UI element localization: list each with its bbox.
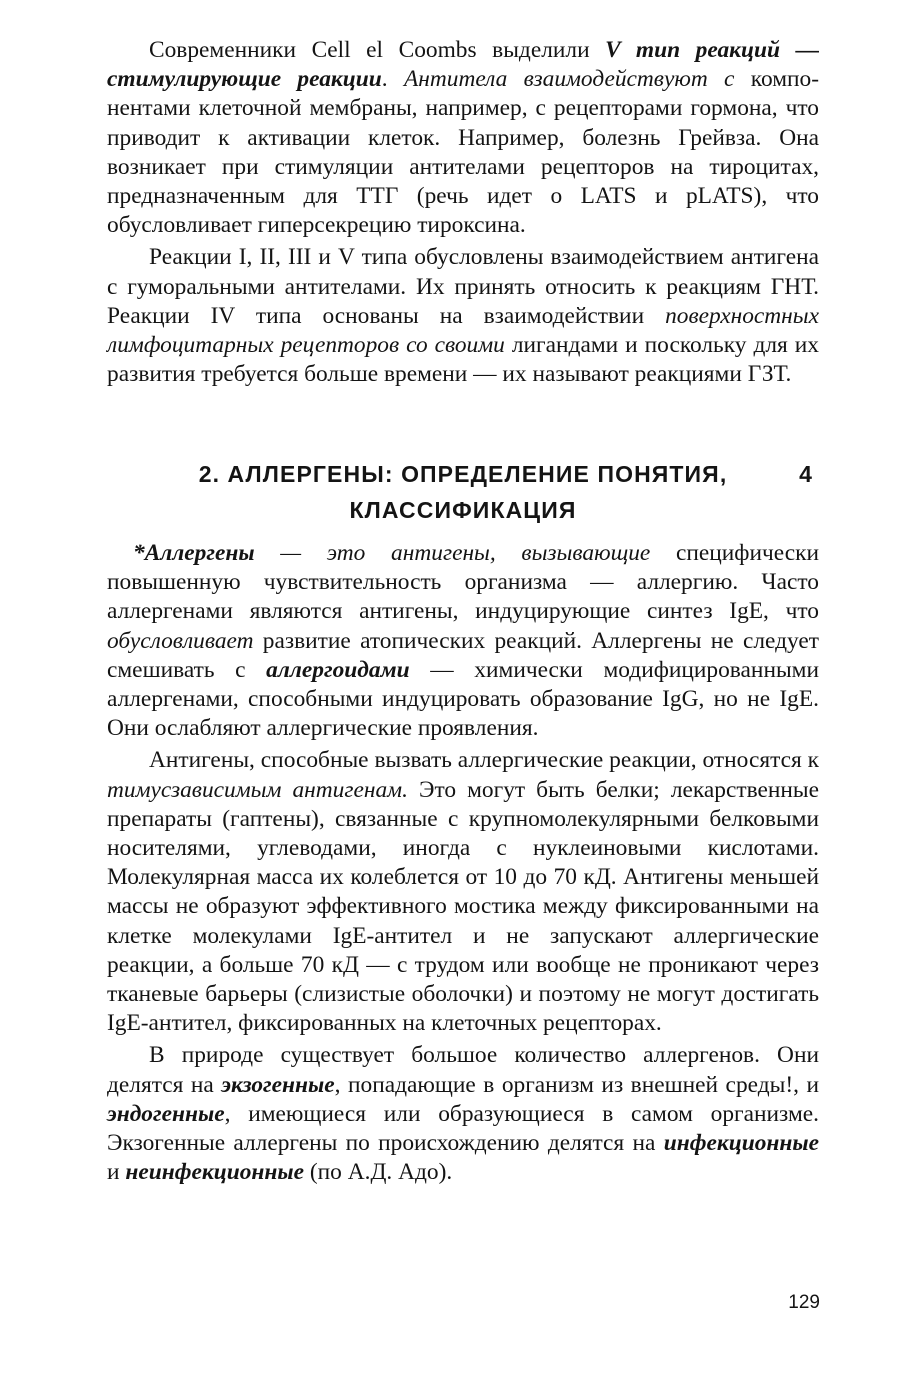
text-run: и (107, 1159, 126, 1186)
text-run: лигандами и поскольку для их развития требуется больше времени — их называют реакциями ГЗТ. (107, 332, 819, 388)
emphasis-term: *Аллергены (133, 540, 255, 566)
emphasis-term: аллергоидами (266, 656, 410, 683)
text-run: , имеющиеся или образующиеся в самом организме. Экзогенные аллергены по происхождению делятся на (107, 1100, 819, 1157)
text-run: Это могут быть белки; лекарственные препараты (гаптены), связанные с крупномолекулярными белковыми носителями, углеводами, иногда с нуклеиновыми кислотами. Молекулярная масса их колеблется от 10 до 70 кД. Антигены меньшей массы не образуют эффективного мостика между фиксированными на клетке молекулами IgE-антител и не запускают аллергические реакции, а больше 70 кД — с трудом или вообще не проникают через тканевые барьеры (слизистые оболочки) и поэтому не могут достигать IgE-антител, фиксированных на клеточных рецепторах. (107, 776, 820, 1037)
text-run: Реакции I, II, III и V типа обусловлены взаимодействием антигена с гуморальными антителами. Их принять относить к реакциям ГНТ. Реакции IV типа основаны на взаимодействии (107, 244, 819, 329)
heading-line-2: КЛАССИФИКАЦИЯ (349, 497, 577, 523)
text-run: Антигены, способные вызвать аллергические реакции, относятся к (149, 747, 819, 774)
emphasis-term: эндогенные (107, 1100, 225, 1127)
text-run: , попадающие в организм из внешней среды!, и (334, 1071, 819, 1098)
bottom-text-block (107, 539, 819, 1187)
italic-phrase: поверхностных лимфоцитарных рецепторов со своими (107, 302, 819, 359)
italic-phrase: Антитела взаимодействуют с (403, 66, 735, 93)
text-run: компонентами клеточной мембраны, например, с рецепторами гормона, что приводит к активации клеток. Например, болезнь Грейвза. Она возникает при стимуляции антителами рецепторов на тироцитах, предназначенным для ТТГ (речь идет о LATS и pLATS), что обусловливает гиперсекрецию тироксина. (107, 66, 820, 239)
italic-phrase: тимусзависимым антигенам. (107, 776, 408, 803)
paragraph-hypersensitivity-types (107, 243, 819, 389)
text-run: — химически модифицированными аллергенами, способными индуцировать образование IgG, но не IgE. Они ослабляют аллергические проявления. (107, 656, 819, 742)
paragraph-allergen-classification (107, 1041, 819, 1187)
text-run: В природе существует большое количество аллергенов. Они делятся на (107, 1042, 819, 1098)
paragraph-allergen-definition (107, 539, 819, 743)
italic-phrase: — это антигены, вызывающие (254, 540, 651, 566)
text-run: . (381, 66, 404, 93)
emphasis-term: V тип реакций — стимулирующие реакции (107, 37, 819, 93)
paragraph-antigen-properties (107, 746, 819, 1038)
heading-title-part: 2. АЛЛЕРГЕНЫ: ОПРЕДЕЛЕНИЕ ПОНЯТИЯ, (198, 461, 728, 487)
page-number: 129 (788, 1292, 820, 1313)
text-run: развитие атопических реакций. Аллергены не следует смешивать с (107, 627, 819, 683)
top-text-block (107, 36, 819, 389)
emphasis-term: экзогенные (221, 1071, 335, 1098)
text-run: Современники Cell el Coombs выделили (149, 37, 606, 63)
heading-number: 4 (799, 461, 813, 487)
emphasis-term: инфекционные (663, 1130, 819, 1157)
text-run: специфически повышенную чувствительность организма — аллергию. Часто аллергенами являются антигены, индуцирующие синтез IgE, что (107, 540, 819, 625)
section-heading (107, 456, 819, 528)
text-run: (по А.Д. Адо). (304, 1159, 453, 1186)
heading-line-1 (107, 456, 819, 492)
italic-phrase: обусловливает (107, 627, 254, 654)
emphasis-term: неинфекционные (125, 1159, 305, 1186)
paragraph-type5-reactions (107, 36, 819, 240)
